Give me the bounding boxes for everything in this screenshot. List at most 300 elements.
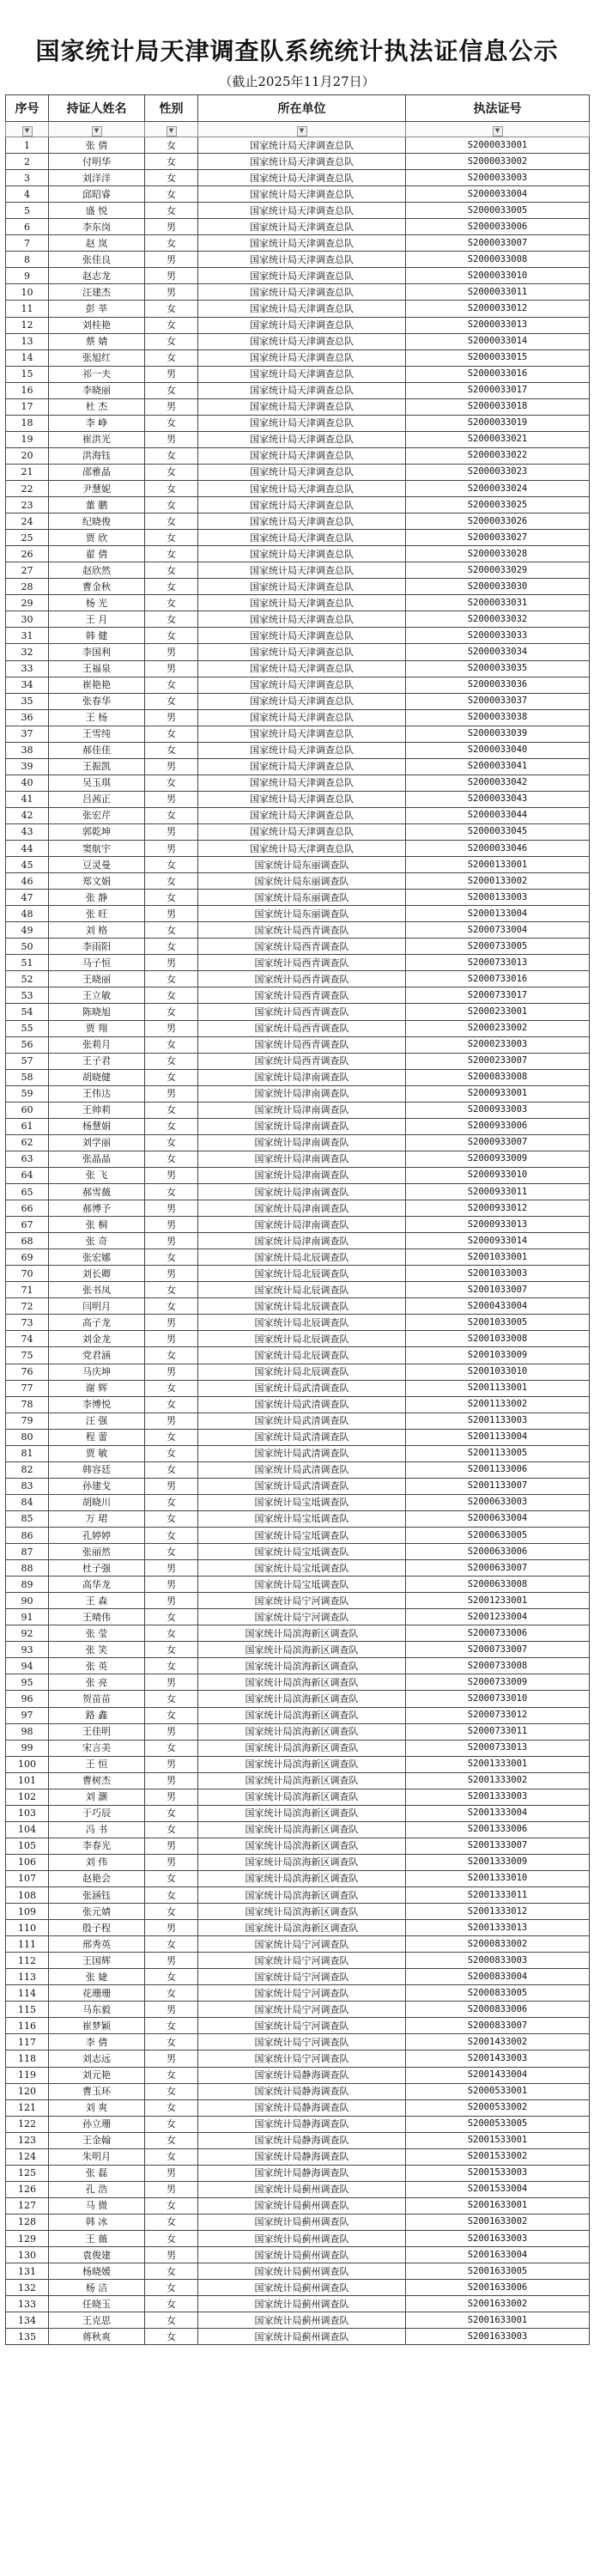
cell-name: 赵艳会: [49, 1870, 145, 1886]
cell-index: 75: [6, 1347, 49, 1364]
table-row: [6, 1053, 590, 1069]
cell-cert: S2000633006: [406, 1544, 590, 1560]
table-row: [6, 1609, 590, 1625]
cell-gender: 女: [145, 2296, 198, 2312]
cell-index: 104: [6, 1821, 49, 1838]
cell-name: 张宏芹: [49, 807, 145, 823]
cell-cert: S2001033008: [406, 1331, 590, 1347]
cell-index: 62: [6, 1134, 49, 1151]
cell-name: 孙建戈: [49, 1478, 145, 1494]
cell-unit: 国家统计局天津调查总队: [198, 807, 406, 823]
cell-cert: S2001433003: [406, 2050, 590, 2067]
cell-unit: 国家统计局津南调查队: [198, 1233, 406, 1249]
cell-gender: 女: [145, 857, 198, 873]
cell-name: 贺苗苗: [49, 1691, 145, 1707]
cell-index: 114: [6, 1985, 49, 2002]
cell-name: 于巧辰: [49, 1805, 145, 1821]
cell-name: 董 鹏: [49, 497, 145, 513]
filter-cell[interactable]: [406, 122, 590, 137]
table-row: [6, 2050, 590, 2067]
cell-name: 陈晓旭: [49, 1004, 145, 1020]
cell-gender: 男: [145, 1217, 198, 1233]
cell-cert: S2000033006: [406, 219, 590, 235]
cell-index: 37: [6, 726, 49, 742]
dropdown-filter-icon[interactable]: ▼: [167, 126, 177, 137]
table-row: [6, 807, 590, 823]
cell-unit: 国家统计局宝坻调查队: [198, 1510, 406, 1527]
cell-cert: S2001333013: [406, 1920, 590, 1936]
table-row: [6, 1036, 590, 1053]
cell-unit: 国家统计局天津调查总队: [198, 333, 406, 349]
cell-gender: 男: [145, 644, 198, 660]
table-row: [6, 480, 590, 496]
cell-index: 92: [6, 1625, 49, 1642]
cell-name: 马 微: [49, 2197, 145, 2214]
cell-cert: S2000033040: [406, 742, 590, 758]
table-header: [6, 95, 590, 122]
table-row: [6, 349, 590, 366]
cell-index: 110: [6, 1920, 49, 1936]
cell-index: 41: [6, 791, 49, 807]
table-row: [6, 1985, 590, 2002]
cell-name: 刘洋洋: [49, 170, 145, 186]
table-row: [6, 2067, 590, 2083]
cell-gender: 女: [145, 1461, 198, 1478]
cell-gender: 男: [145, 1756, 198, 1772]
cell-cert: S2001133005: [406, 1445, 590, 1461]
cell-gender: 男: [145, 1315, 198, 1331]
cell-index: 103: [6, 1805, 49, 1821]
cell-cert: S2000033014: [406, 333, 590, 349]
table-row: [6, 1331, 590, 1347]
cell-gender: 男: [145, 2002, 198, 2018]
cell-gender: 女: [145, 170, 198, 186]
filter-row-group: [6, 122, 590, 137]
table-row: [6, 1870, 590, 1886]
cell-index: 112: [6, 1953, 49, 1969]
cell-cert: S2000233007: [406, 1053, 590, 1069]
cell-cert: S2000833005: [406, 1985, 590, 2002]
cell-name: 崔艳艳: [49, 677, 145, 693]
cell-gender: 女: [145, 1249, 198, 1266]
cell-unit: 国家统计局天津调查总队: [198, 841, 406, 857]
cell-name: 张 桐: [49, 1217, 145, 1233]
cell-index: 18: [6, 415, 49, 431]
cell-unit: 国家统计局天津调查总队: [198, 611, 406, 628]
cell-cert: S2000033044: [406, 807, 590, 823]
cell-name: 王 薇: [49, 2231, 145, 2247]
cell-name: 刘金龙: [49, 1331, 145, 1347]
cell-name: 张 磊: [49, 2165, 145, 2181]
cell-cert: S2000033033: [406, 628, 590, 644]
table-row: [6, 2116, 590, 2132]
table-row: [6, 1723, 590, 1740]
cell-gender: 男: [145, 2050, 198, 2067]
cell-name: 谢 辉: [49, 1380, 145, 1396]
cell-gender: 男: [145, 1772, 198, 1789]
cell-index: 119: [6, 2067, 49, 2083]
cell-gender: 男: [145, 1920, 198, 1936]
cell-index: 58: [6, 1069, 49, 1085]
cell-name: 刘 伟: [49, 1854, 145, 1870]
cell-unit: 国家统计局蓟州调查队: [198, 2280, 406, 2296]
cell-name: 孙立珊: [49, 2116, 145, 2132]
cell-cert: S2000033042: [406, 775, 590, 791]
cell-index: 83: [6, 1478, 49, 1494]
table-row: [6, 137, 590, 154]
dropdown-filter-icon[interactable]: ▼: [92, 126, 102, 137]
cell-unit: 国家统计局天津调查总队: [198, 726, 406, 742]
cell-unit: 国家统计局津南调查队: [198, 1217, 406, 1233]
cell-name: 汪 强: [49, 1413, 145, 1429]
cell-index: 90: [6, 1593, 49, 1609]
cell-name: 郭乾坤: [49, 823, 145, 840]
table-row: [6, 1544, 590, 1560]
cell-gender: 女: [145, 939, 198, 955]
cell-cert: S2000033038: [406, 709, 590, 726]
cell-index: 53: [6, 987, 49, 1004]
cell-unit: 国家统计局津南调查队: [198, 1102, 406, 1118]
cell-gender: 女: [145, 1805, 198, 1821]
cell-unit: 国家统计局宁河调查队: [198, 2034, 406, 2050]
cell-index: 64: [6, 1167, 49, 1183]
cell-name: 李晓丽: [49, 382, 145, 398]
cell-name: 刘 爽: [49, 2099, 145, 2116]
table-row: [6, 1364, 590, 1380]
cell-gender: 女: [145, 726, 198, 742]
cell-cert: S2001133007: [406, 1478, 590, 1494]
cell-gender: 男: [145, 366, 198, 382]
cell-gender: 女: [145, 922, 198, 939]
cell-index: 2: [6, 154, 49, 170]
cell-unit: 国家统计局滨海新区调查队: [198, 1838, 406, 1854]
cell-name: 窦航宇: [49, 841, 145, 857]
cell-cert: S2001133002: [406, 1396, 590, 1413]
cell-cert: S2001333012: [406, 1904, 590, 1920]
cell-index: 31: [6, 628, 49, 644]
cell-unit: 国家统计局静海调查队: [198, 2099, 406, 2116]
cell-cert: S2000133004: [406, 906, 590, 922]
cell-cert: S2001433002: [406, 2034, 590, 2050]
cell-name: 韩 冰: [49, 2214, 145, 2230]
cell-name: 李东岗: [49, 219, 145, 235]
filter-cell[interactable]: [198, 122, 406, 137]
cell-unit: 国家统计局天津调查总队: [198, 546, 406, 562]
cell-index: 35: [6, 693, 49, 709]
cell-index: 87: [6, 1544, 49, 1560]
table-row: [6, 1102, 590, 1118]
table-row: [6, 1478, 590, 1494]
cell-cert: S2000833004: [406, 1969, 590, 1985]
filter-cell[interactable]: [6, 122, 49, 137]
cell-gender: 男: [145, 1364, 198, 1380]
cell-unit: 国家统计局天津调查总队: [198, 203, 406, 219]
cell-unit: 国家统计局津南调查队: [198, 1184, 406, 1200]
cell-gender: 女: [145, 447, 198, 464]
cell-unit: 国家统计局天津调查总队: [198, 823, 406, 840]
filter-cell[interactable]: [49, 122, 145, 137]
cell-name: 赵欣然: [49, 562, 145, 579]
cell-unit: 国家统计局天津调查总队: [198, 252, 406, 268]
cell-unit: 国家统计局宁河调查队: [198, 1593, 406, 1609]
table-row: [6, 1904, 590, 1920]
filter-cell[interactable]: [145, 122, 198, 137]
cell-unit: 国家统计局西青调查队: [198, 922, 406, 939]
cell-gender: 女: [145, 2116, 198, 2132]
table-row: [6, 2034, 590, 2050]
cell-cert: S2000033029: [406, 562, 590, 579]
header-row: [6, 95, 590, 122]
cell-name: 张 静: [49, 890, 145, 906]
cell-cert: S2000033003: [406, 170, 590, 186]
cell-name: 郝佳佳: [49, 742, 145, 758]
cell-gender: 男: [145, 1331, 198, 1347]
dropdown-filter-icon[interactable]: ▼: [22, 126, 33, 137]
cell-index: 84: [6, 1494, 49, 1510]
cell-gender: 女: [145, 562, 198, 579]
cell-unit: 国家统计局天津调查总队: [198, 301, 406, 317]
cell-cert: S2000733011: [406, 1723, 590, 1740]
cell-name: 张 笑: [49, 1642, 145, 1658]
cell-unit: 国家统计局滨海新区调查队: [198, 1854, 406, 1870]
cell-name: 刘志远: [49, 2050, 145, 2067]
cell-cert: S2000833007: [406, 2018, 590, 2034]
cell-cert: S2000133002: [406, 873, 590, 890]
header-index: 序号: [6, 95, 49, 122]
cell-cert: S2001533003: [406, 2165, 590, 2181]
cell-name: 纪晓俊: [49, 513, 145, 530]
cell-cert: S2000033036: [406, 677, 590, 693]
cell-cert: S2000933014: [406, 1233, 590, 1249]
cell-cert: S2000733017: [406, 987, 590, 1004]
table-row: [6, 595, 590, 611]
cell-cert: S2000733013: [406, 1740, 590, 1756]
cell-index: 134: [6, 2312, 49, 2329]
cell-index: 113: [6, 1969, 49, 1985]
cell-name: 豆灵曼: [49, 857, 145, 873]
cell-unit: 国家统计局天津调查总队: [198, 693, 406, 709]
cell-gender: 女: [145, 1102, 198, 1118]
cell-cert: S2000633007: [406, 1560, 590, 1577]
cell-index: 17: [6, 398, 49, 415]
cell-gender: 男: [145, 758, 198, 775]
cell-index: 47: [6, 890, 49, 906]
cell-gender: 女: [145, 1527, 198, 1543]
cell-name: 袁俊建: [49, 2247, 145, 2263]
info-table: [5, 94, 590, 2345]
cell-name: 王子君: [49, 1053, 145, 1069]
cell-cert: S2000733007: [406, 1642, 590, 1658]
cell-name: 汪建杰: [49, 284, 145, 301]
cell-index: 4: [6, 186, 49, 203]
cell-unit: 国家统计局北辰调查队: [198, 1364, 406, 1380]
cell-unit: 国家统计局东丽调查队: [198, 873, 406, 890]
table-row: [6, 1315, 590, 1331]
cell-gender: 女: [145, 333, 198, 349]
cell-cert: S2001333011: [406, 1887, 590, 1904]
table-row: [6, 841, 590, 857]
cell-name: 王 杨: [49, 709, 145, 726]
cell-cert: S2001333007: [406, 1838, 590, 1854]
cell-index: 106: [6, 1854, 49, 1870]
cell-unit: 国家统计局宝坻调查队: [198, 1527, 406, 1543]
cell-name: 杜子强: [49, 1560, 145, 1577]
cell-unit: 国家统计局天津调查总队: [198, 709, 406, 726]
cell-index: 80: [6, 1429, 49, 1445]
cell-unit: 国家统计局津南调查队: [198, 1200, 406, 1217]
cell-gender: 女: [145, 137, 198, 154]
cell-name: 张 英: [49, 1658, 145, 1674]
cell-index: 46: [6, 873, 49, 890]
cell-index: 40: [6, 775, 49, 791]
cell-unit: 国家统计局西青调查队: [198, 971, 406, 987]
cell-cert: S2000033015: [406, 349, 590, 366]
table-row: [6, 1772, 590, 1789]
cell-cert: S2000733005: [406, 939, 590, 955]
cell-cert: S2000033030: [406, 579, 590, 595]
cell-index: 93: [6, 1642, 49, 1658]
table-row: [6, 1756, 590, 1772]
cell-index: 13: [6, 333, 49, 349]
cell-cert: S2000933011: [406, 1184, 590, 1200]
table-row: [6, 1429, 590, 1445]
cell-unit: 国家统计局西青调查队: [198, 955, 406, 971]
table-row: [6, 2214, 590, 2230]
cell-cert: S2000133003: [406, 890, 590, 906]
cell-index: 100: [6, 1756, 49, 1772]
cell-gender: 女: [145, 1298, 198, 1315]
table-row: [6, 660, 590, 677]
cell-index: 74: [6, 1331, 49, 1347]
cell-cert: S2000433004: [406, 1298, 590, 1315]
cell-index: 15: [6, 366, 49, 382]
table-row: [6, 1920, 590, 1936]
cell-cert: S2000833006: [406, 2002, 590, 2018]
cell-gender: 男: [145, 791, 198, 807]
table-row: [6, 447, 590, 464]
cell-unit: 国家统计局天津调查总队: [198, 628, 406, 644]
cell-cert: S2000233003: [406, 1036, 590, 1053]
cell-unit: 国家统计局滨海新区调查队: [198, 1642, 406, 1658]
cell-gender: 男: [145, 1953, 198, 1969]
cell-gender: 男: [145, 1167, 198, 1183]
cell-index: 68: [6, 1233, 49, 1249]
table-row: [6, 791, 590, 807]
cell-index: 120: [6, 2083, 49, 2099]
cell-index: 127: [6, 2197, 49, 2214]
table-row: [6, 1658, 590, 1674]
cell-index: 97: [6, 1707, 49, 1723]
page-title: 国家统计局天津调查队系统统计执法证信息公示: [35, 37, 559, 65]
cell-name: 贾 欣: [49, 530, 145, 546]
dropdown-filter-icon[interactable]: ▼: [493, 126, 503, 137]
cell-cert: S2000933012: [406, 1200, 590, 1217]
cell-unit: 国家统计局西青调查队: [198, 939, 406, 955]
table-row: [6, 2197, 590, 2214]
table-row: [6, 2296, 590, 2312]
cell-name: 张莉月: [49, 1036, 145, 1053]
table-row: [6, 2165, 590, 2181]
cell-index: 43: [6, 823, 49, 840]
cell-gender: 男: [145, 823, 198, 840]
cell-unit: 国家统计局天津调查总队: [198, 480, 406, 496]
cell-cert: S2001633001: [406, 2197, 590, 2214]
cell-name: 程 蕾: [49, 1429, 145, 1445]
cell-cert: S2000733012: [406, 1707, 590, 1723]
cell-gender: 男: [145, 2247, 198, 2263]
cell-name: 宋言美: [49, 1740, 145, 1756]
table-row: [6, 1069, 590, 1085]
table-row: [6, 2329, 590, 2345]
cell-index: 3: [6, 170, 49, 186]
cell-cert: S2000933007: [406, 1134, 590, 1151]
cell-gender: 女: [145, 611, 198, 628]
cell-cert: S2000033005: [406, 203, 590, 219]
dropdown-filter-icon[interactable]: ▼: [297, 126, 307, 137]
cell-unit: 国家统计局宁河调查队: [198, 1936, 406, 1953]
cell-name: 付明华: [49, 154, 145, 170]
cell-gender: 男: [145, 2165, 198, 2181]
table-row: [6, 2231, 590, 2247]
table-row: [6, 1821, 590, 1838]
cell-name: 韩容廷: [49, 1461, 145, 1478]
cell-cert: S2000033026: [406, 513, 590, 530]
cell-index: 59: [6, 1085, 49, 1102]
cell-name: 李雨阳: [49, 939, 145, 955]
cell-cert: S2000633003: [406, 1494, 590, 1510]
table-row: [6, 2132, 590, 2148]
cell-unit: 国家统计局天津调查总队: [198, 382, 406, 398]
cell-index: 34: [6, 677, 49, 693]
cell-unit: 国家统计局武清调查队: [198, 1461, 406, 1478]
table-row: [6, 873, 590, 890]
cell-unit: 国家统计局天津调查总队: [198, 137, 406, 154]
cell-gender: 女: [145, 1870, 198, 1886]
cell-cert: S2000733008: [406, 1658, 590, 1674]
table-row: [6, 1396, 590, 1413]
table-row: [6, 1577, 590, 1593]
cell-cert: S2000033007: [406, 235, 590, 252]
cell-gender: 女: [145, 1544, 198, 1560]
cell-name: 祁一夫: [49, 366, 145, 382]
cell-gender: 女: [145, 1134, 198, 1151]
table-row: [6, 1004, 590, 1020]
cell-cert: S2001333010: [406, 1870, 590, 1886]
cell-name: 万 珺: [49, 1510, 145, 1527]
table-row: [6, 1593, 590, 1609]
cell-cert: S2000533005: [406, 2116, 590, 2132]
cell-name: 翟 倩: [49, 546, 145, 562]
cell-cert: S2000033001: [406, 137, 590, 154]
cell-gender: 女: [145, 2148, 198, 2165]
table-row: [6, 530, 590, 546]
cell-cert: S2001633006: [406, 2280, 590, 2296]
cell-gender: 女: [145, 873, 198, 890]
cell-unit: 国家统计局津南调查队: [198, 1085, 406, 1102]
cell-unit: 国家统计局天津调查总队: [198, 742, 406, 758]
table-row: [6, 709, 590, 726]
table-row: [6, 1085, 590, 1102]
table-row: [6, 2099, 590, 2116]
cell-name: 王金翰: [49, 2132, 145, 2148]
cell-name: 杜 杰: [49, 398, 145, 415]
cell-gender: 男: [145, 906, 198, 922]
table-row: [6, 203, 590, 219]
cell-cert: S2001033001: [406, 1249, 590, 1266]
cell-name: 赵 岚: [49, 235, 145, 252]
cell-name: 蔡 婧: [49, 333, 145, 349]
table-row: [6, 186, 590, 203]
